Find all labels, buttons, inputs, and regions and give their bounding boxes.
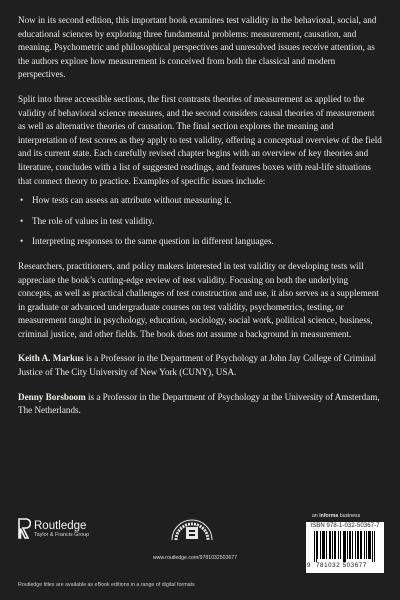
isbn-barcode-box — [306, 522, 384, 573]
author-bio-1: Keith A. Markus is a Professor in the Department of Psychology at John Jay College of Criminal Justice of The City University of New York (CUNY), USA. — [18, 353, 377, 378]
informa-business-label: an informa business — [312, 513, 361, 519]
routledge-r-icon — [18, 518, 31, 540]
author-name: Denny Borsboom — [18, 391, 86, 402]
author-name: Keith A. Markus — [18, 353, 84, 364]
ebook-note: Routledge titles are available as eBook editions in a range of digital formats — [18, 582, 195, 588]
author-bio-2: Denny Borsboom is a Professor in the Department of Psychology at the University of Amsterdam, The Netherlands. — [18, 391, 380, 416]
support-network-seal-icon — [162, 514, 222, 544]
publisher-name: Routledge — [34, 519, 87, 532]
isbn-label: ISBN 978-1-032-50367-7 — [310, 523, 380, 529]
description-paragraph-1: Now in its second edition, this important book examines test validity in the behavioral, social, and educational sciences by exploring three fundamental problems: measurement, causation, and meaning. Psychometric and philosophical perspectives and unresolved issues receive attention, as the authors explore how measurement is conceived from both the classical and modern perspectives. — [18, 15, 377, 80]
bullet-icon: • — [20, 215, 24, 226]
list-item: • The role of values in test validity. — [18, 215, 382, 229]
barcode-icon — [314, 531, 376, 562]
bullet-icon: • — [20, 236, 24, 247]
list-item: • Interpreting responses to the same question in different languages. — [18, 235, 382, 249]
description-paragraph-3: Researchers, practitioners, and policy makers interested in test validity or developing tests will appreciate the book’s cutting-edge review of test validity. Focusing on both the underlying concepts, as well as practical challenges of test construction and use, it also serves as a supplement in graduate or advanced undergraduate courses on test validity, psychometrics, testing, or measurement taught in psychology, education, sociology, social work, political science, business, criminal justice, and other fields. The book does not assume a background in measurement. — [18, 260, 379, 339]
list-item: • How tests can assess an attribute without measuring it. — [18, 194, 382, 208]
issues-list — [18, 194, 382, 249]
description-paragraph-2: Split into three accessible sections, the first contrasts theories of measurement as applied to the validity of behavioral science measures, and the second considers causal theories of measurement as well as alternative theories of causation. The final section explores the meaning and interpretation of test scores as they apply to test validity, offering a conceptual overview of the field and its current state. Each carefully revised chapter begins with an overview of key theories and literature, concludes with a list of suggested readings, and features boxes with real-life situations that connect theory to practice. Examples of specific issues include: — [18, 93, 382, 186]
publisher-url: www.routledge.com/9781032503677 — [152, 555, 238, 561]
barcode-digits: 781032 503677 — [316, 562, 367, 569]
barcode-lead-digit: 9 — [307, 562, 311, 569]
back-cover-text — [18, 14, 382, 429]
publisher-subtitle: Taylor & Francis Group — [34, 531, 90, 538]
bullet-icon: • — [20, 195, 24, 206]
routledge-logo — [18, 518, 89, 540]
